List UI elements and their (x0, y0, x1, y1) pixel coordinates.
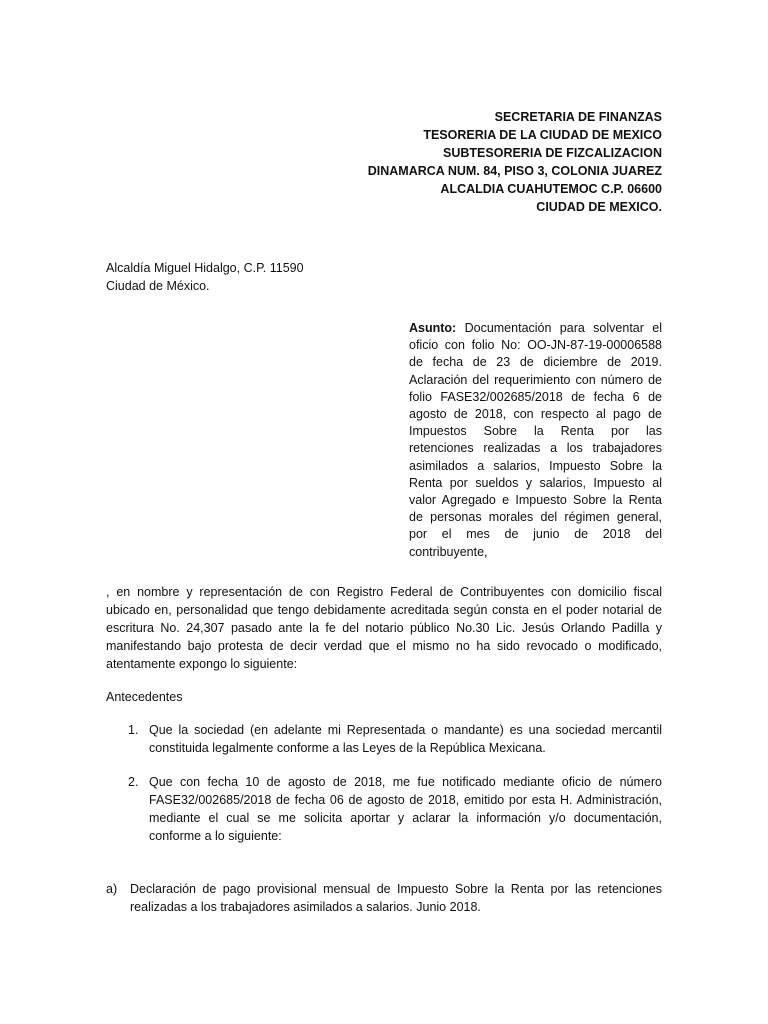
letterhead (368, 108, 662, 216)
antecedentes-heading: Antecedentes (106, 690, 183, 704)
subject-label: Asunto: (409, 321, 457, 335)
recipient-line-city: Ciudad de México. (106, 279, 210, 293)
lettered-item (106, 880, 662, 916)
letterhead-line-secretaria: SECRETARIA DE FINANZAS (494, 110, 662, 124)
recipient-block (106, 259, 304, 295)
list-item-number: 2. (128, 775, 139, 789)
letterhead-line-city: CIUDAD DE MEXICO. (536, 200, 662, 214)
list-item (128, 721, 662, 757)
list-item-number: 1. (128, 723, 139, 737)
letterhead-line-address: DINAMARCA NUM. 84, PISO 3, COLONIA JUAREZ (367, 164, 662, 178)
recipient-line-alcaldia: Alcaldía Miguel Hidalgo, C.P. 11590 (106, 261, 304, 275)
letterhead-line-subtesoreria: SUBTESORERIA DE FIZCALIZACION (443, 146, 662, 160)
lettered-item-letter: a) (106, 882, 118, 896)
list-item (128, 773, 662, 845)
letterhead-line-tesoreria: TESORERIA DE LA CIUDAD DE MEXICO (423, 128, 662, 142)
intro-paragraph: , en nombre y representación de con Registro Federal de Contribuyentes con domicilio fiscal ubicado en, personalidad que tengo debidamente acreditada según consta en el poder notarial de escritura No. 24,307 pasado ante la fe del notario público No.30 Lic. Jesús Orlando Padilla y manifestando bajo protesta de decir verdad que el mismo no ha sido revocado o modificado, atentamente expongo lo siguiente: (106, 585, 662, 671)
subject-block (409, 320, 662, 561)
subject-text: Documentación para solventar el oficio con folio No: OO-JN-87-19-00006588 de fecha de 23 de diciembre de 2019. Aclaración del requerimiento con número de folio FASE32/002685/2018 de fecha 6 de agosto de 2018, con respecto al pago de Impuestos Sobre la Renta por las retenciones realizadas a los trabajadores asimilados a salarios, Impuesto Sobre la Renta por sueldos y salarios, Impuesto al valor Agregado e Impuesto Sobre la Renta de personas morales del régimen general, por el mes de junio de 2018 del contribuyente, (409, 321, 662, 559)
letterhead-line-alcaldia: ALCALDIA CUAHUTEMOC C.P. 06600 (440, 182, 662, 196)
list-item-text: Que con fecha 10 de agosto de 2018, me fue notificado mediante oficio de número FASE32/002685/2018 de fecha 06 de agosto de 2018, emitido por esta H. Administración, mediante el cual se me solicita aportar y aclarar la información y/o documentación, conforme a lo siguiente: (149, 775, 662, 843)
lettered-item-text: Declaración de pago provisional mensual de Impuesto Sobre la Renta por las retenciones realizadas a los trabajadores asimilados a salarios. Junio 2018. (130, 882, 662, 914)
list-item-text: Que la sociedad (en adelante mi Representada o mandante) es una sociedad mercantil constituida legalmente conforme a las Leyes de la República Mexicana. (149, 723, 662, 755)
